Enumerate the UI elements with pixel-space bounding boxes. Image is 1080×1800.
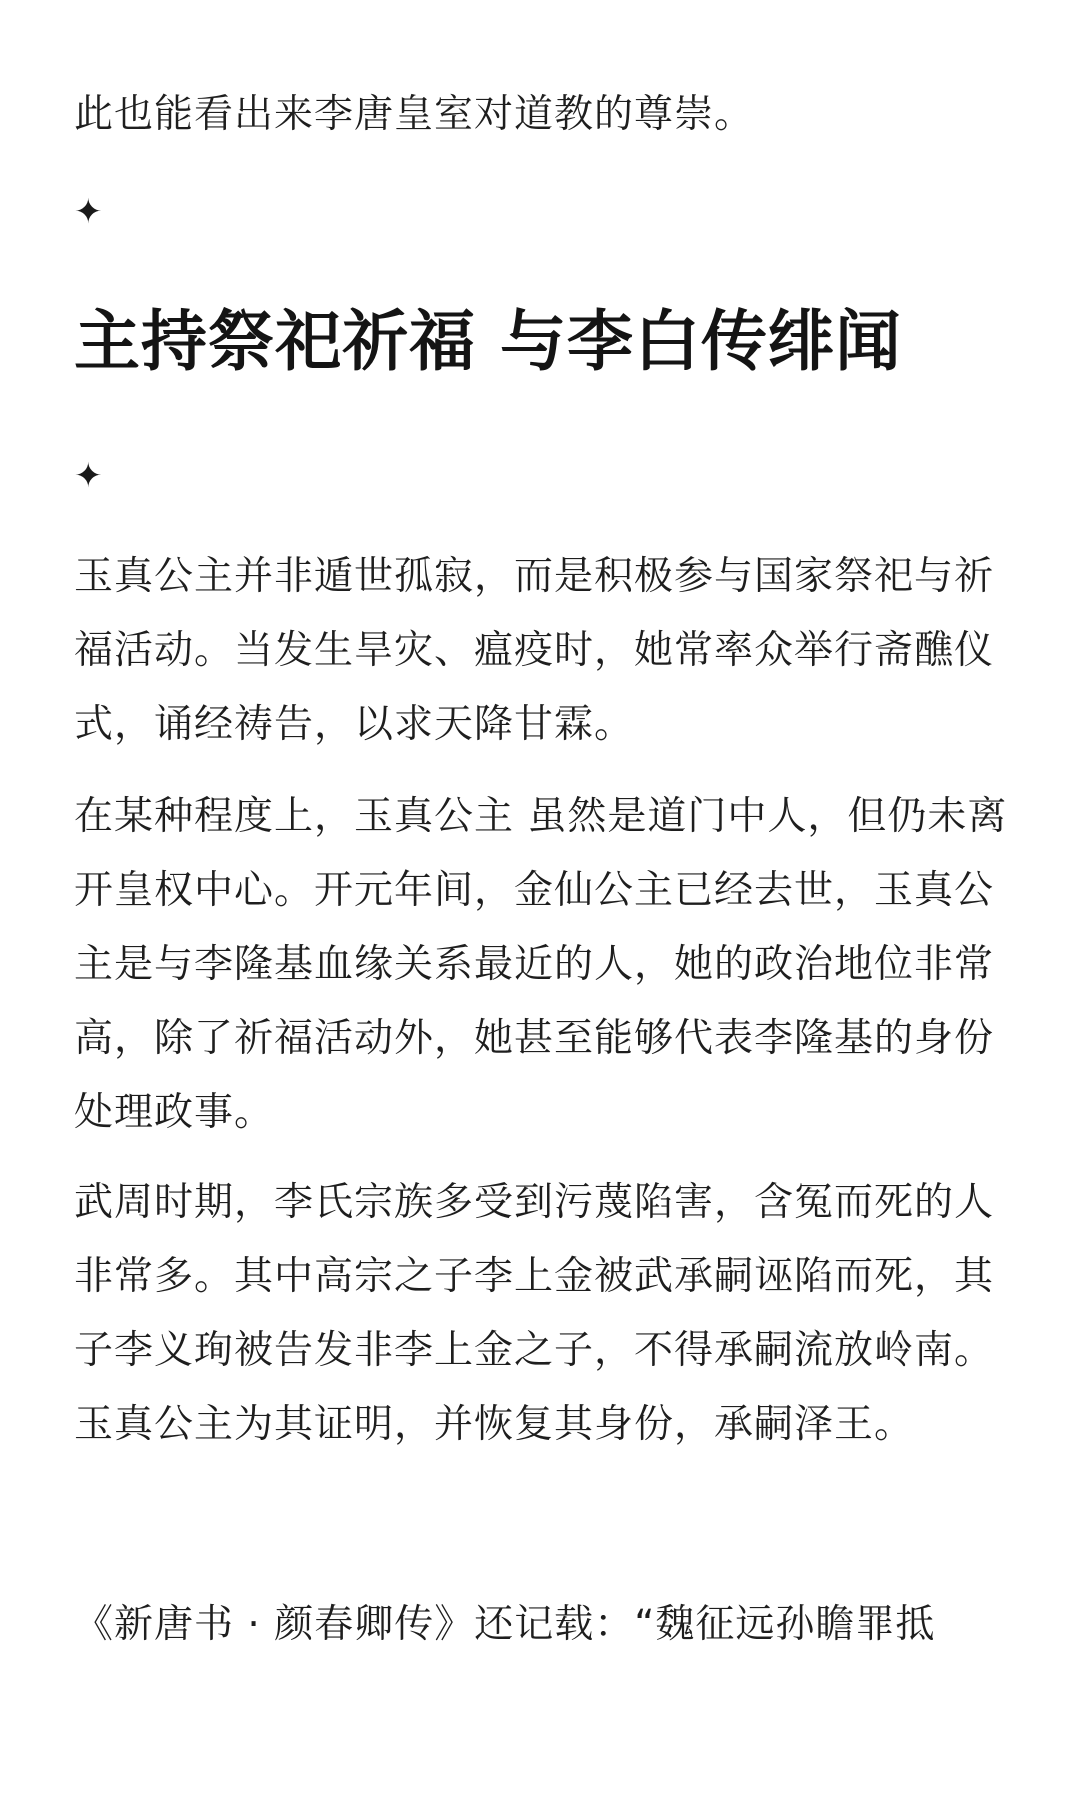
body-paragraph: 玉真公主并非遁世孤寂，而是积极参与国家祭祀与祈福活动。当发生旱灾、瘟疫时，她常率众举行斋醮仪式，诵经祷告，以求天降甘霖。 <box>74 554 995 747</box>
body-paragraph: 武周时期，李氏宗族多受到污蔑陷害，含冤而死的人非常多。其中高宗之子李上金被武承嗣诬陷而死，其子李义珣被告发非李上金之子，不得承嗣流放岭南。玉真公主为其证明，并恢复其身份，承嗣泽王。 <box>74 1180 995 1447</box>
section-title: 主持祭祀祈福 与李白传绯闻 <box>74 303 902 380</box>
sparkle-divider-icon: ✦ <box>74 192 103 232</box>
intro-paragraph: 此也能看出来李唐皇室对道教的尊崇。 <box>74 92 755 137</box>
body-paragraph: 《新唐书 · 颜春卿传》还记载：“魏征远孙瞻罪抵 <box>74 1602 936 1647</box>
sparkle-divider-icon: ✦ <box>74 456 103 496</box>
body-paragraph: 在某种程度上，玉真公主 虽然是道门中人，但仍未离开皇权中心。开元年间，金仙公主已经去世，玉真公主是与李隆基血缘关系最近的人，她的政治地位非常高，除了祈福活动外，她甚至能够代表李隆基的身份处理政事。 <box>74 794 1008 1135</box>
